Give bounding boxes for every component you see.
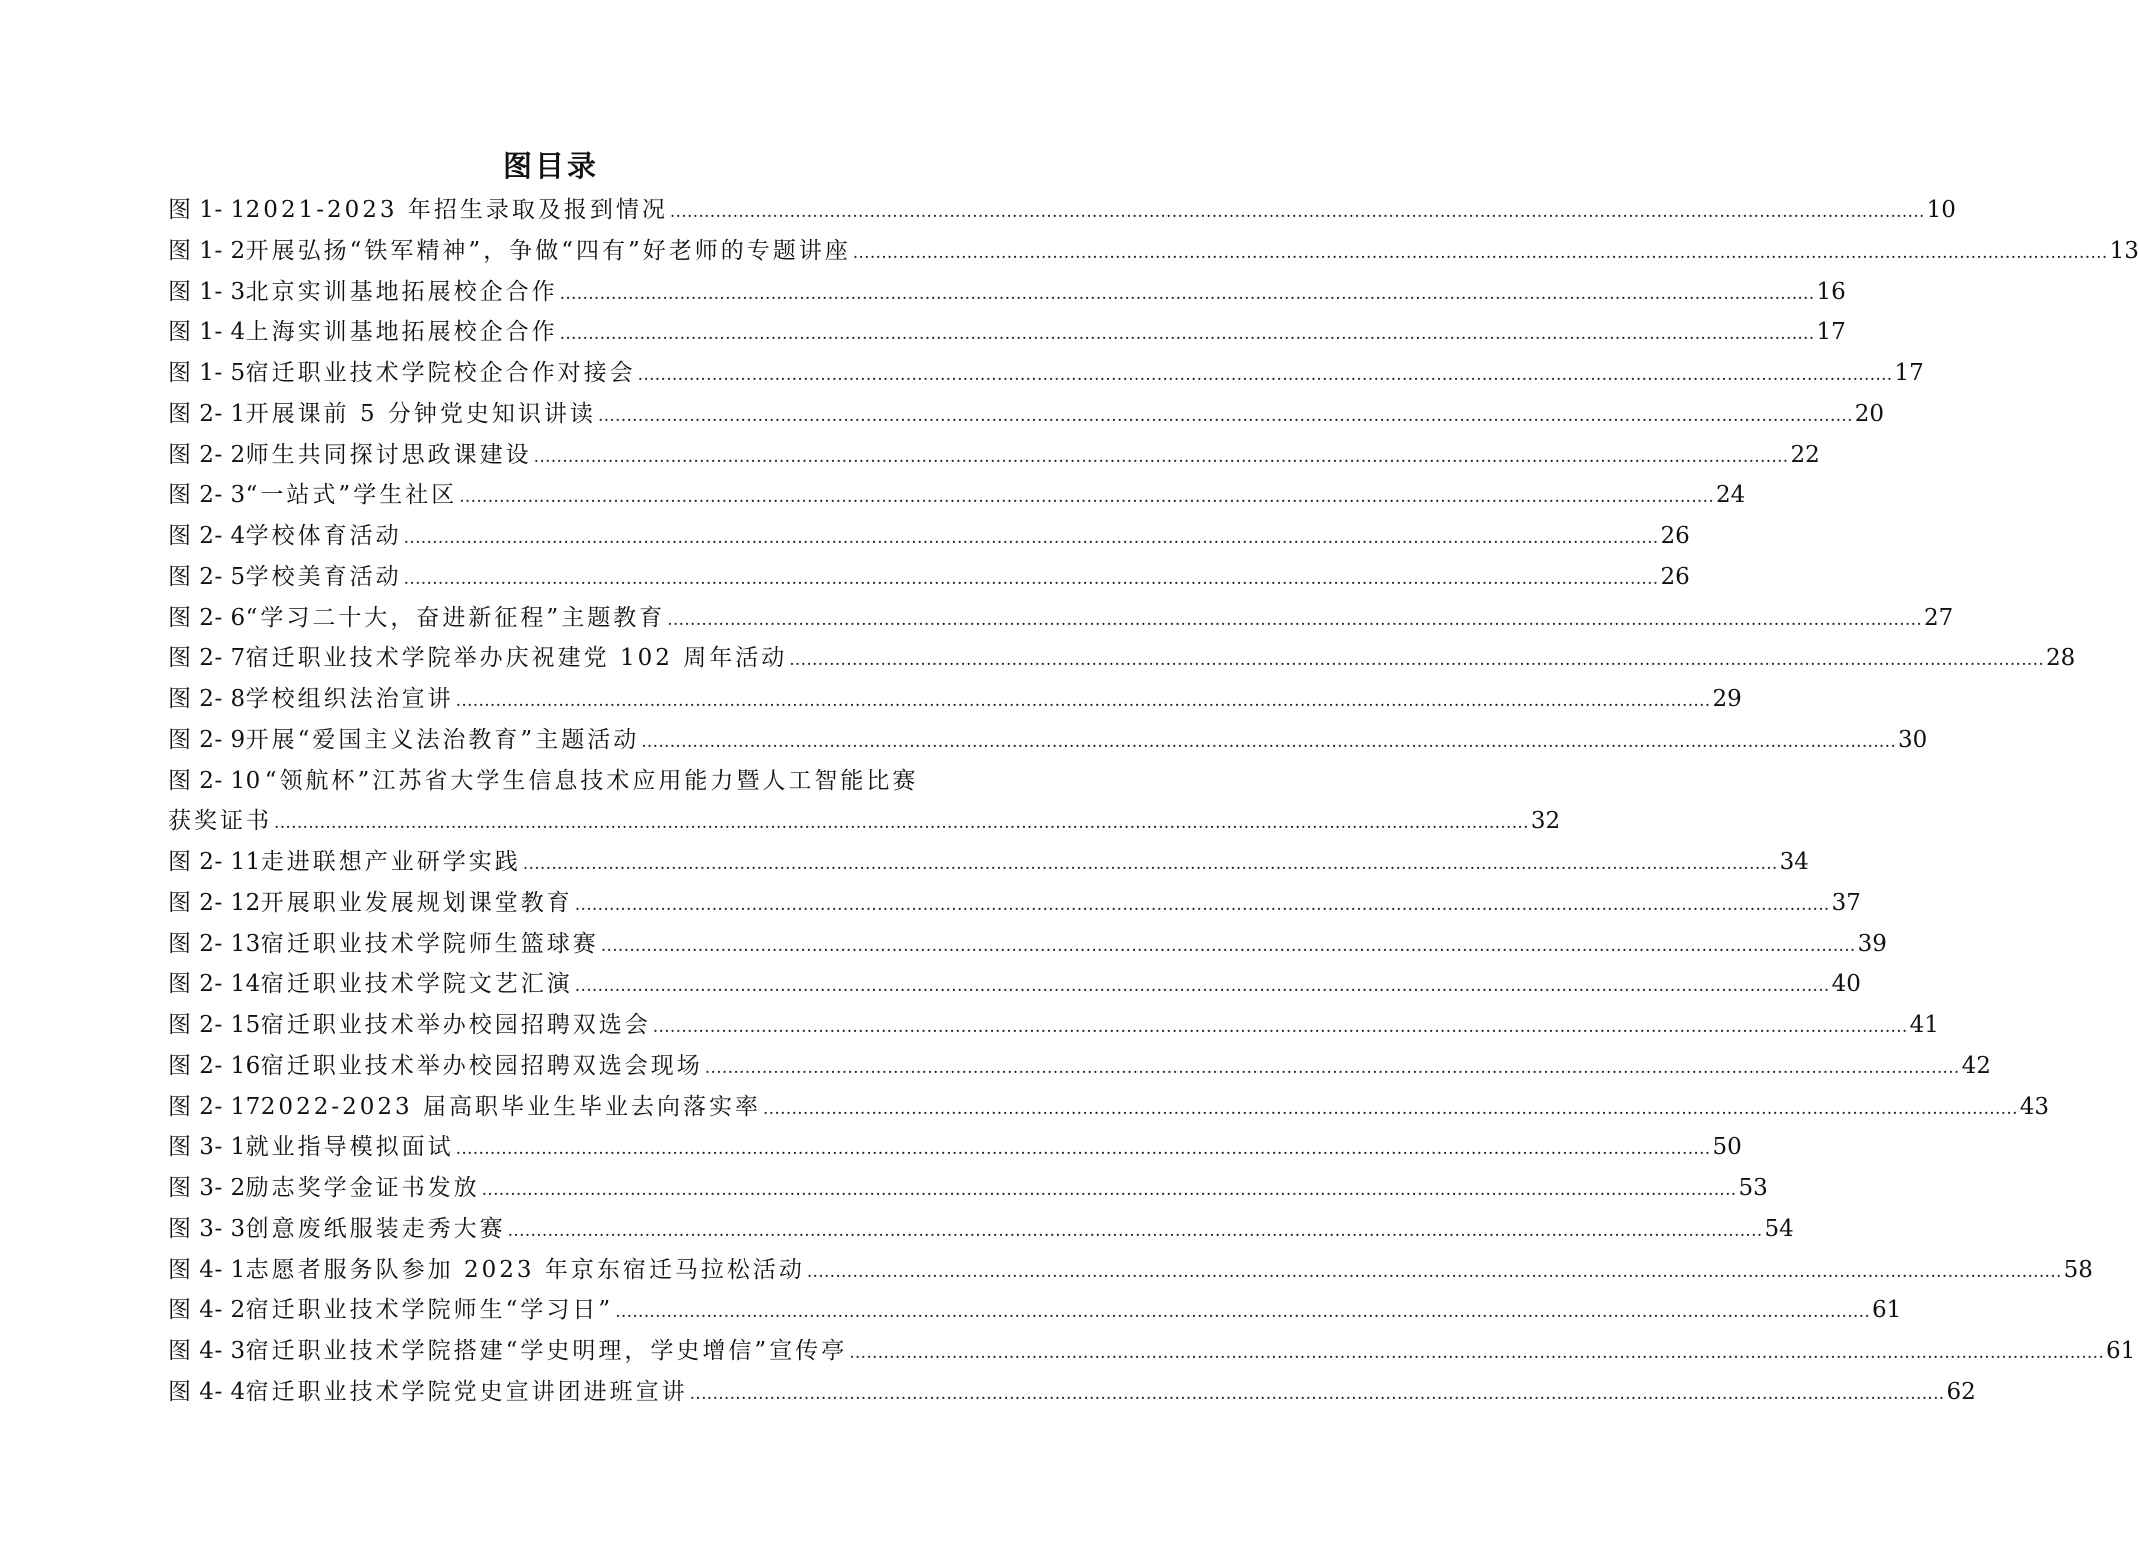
- dot-leader: ............................................................................................................................................................................................................................: [762, 1098, 2018, 1119]
- dot-leader: ............................................................................................................................................................................................................................: [481, 1180, 1737, 1200]
- figure-number: 图 4- 1: [168, 1256, 246, 1283]
- toc-entry[interactable]: [168, 190, 1956, 231]
- toc-entry[interactable]: [168, 1046, 1991, 1087]
- dot-leader: ............................................................................................................................................................................................................................: [274, 813, 1529, 834]
- figure-title: 励志奖学金证书发放: [245, 1175, 480, 1201]
- dot-leader: ............................................................................................................................................................................................................................: [597, 405, 1853, 426]
- figure-number: 图 2- 6: [168, 604, 246, 631]
- figure-title: “领航杯”江苏省大学生信息技术应用能力暨人工智能比赛: [264, 767, 919, 794]
- toc-entry[interactable]: [168, 1209, 1794, 1250]
- figure-title: 创意废纸服装走秀大赛: [245, 1215, 506, 1242]
- toc-entry[interactable]: [168, 842, 1809, 883]
- page-number: 28: [2046, 645, 2076, 672]
- figure-list: [168, 190, 2139, 1413]
- figure-title: 开展“爱国主义法治教育”主题活动: [245, 726, 640, 753]
- figure-title: 志愿者服务队参加 2023 年京东宿迁马拉松活动: [245, 1256, 805, 1283]
- toc-entry[interactable]: [168, 1331, 2136, 1372]
- toc-entry[interactable]: [168, 312, 1846, 353]
- figure-title: 学校体育活动: [245, 523, 402, 549]
- toc-entry[interactable]: [168, 1005, 1939, 1046]
- figure-number: 图 4- 4: [168, 1378, 246, 1405]
- page-number: 43: [2019, 1093, 2050, 1120]
- figure-number: 图 2- 16: [168, 1052, 261, 1079]
- figure-number: 图 2- 1: [168, 400, 246, 427]
- page-number: 62: [1946, 1378, 1976, 1405]
- figure-number: 图 1- 5: [168, 360, 246, 386]
- toc-entry[interactable]: [168, 638, 2076, 679]
- figure-title: 宿迁职业技术学院文艺汇演: [260, 971, 573, 998]
- figure-title: 2021-2023 年招生录取及报到情况: [245, 197, 668, 223]
- toc-entry[interactable]: [168, 516, 1690, 557]
- figure-number: 图 2- 15: [168, 1012, 261, 1038]
- dot-leader: ............................................................................................................................................................................................................................: [667, 609, 1923, 630]
- page-number: 16: [1816, 278, 1846, 305]
- figure-title-continued: 获奖证书: [168, 808, 272, 835]
- toc-entry[interactable]: [168, 1168, 1768, 1209]
- page-number: 40: [1831, 971, 1861, 998]
- toc-entry[interactable]: [168, 557, 1690, 598]
- toc-entry[interactable]: [168, 924, 1887, 965]
- dot-leader: ............................................................................................................................................................................................................................: [559, 324, 1815, 345]
- page-number: 29: [1712, 686, 1742, 712]
- figure-number: 图 2- 7: [168, 645, 246, 672]
- page-number: 42: [1961, 1052, 1991, 1079]
- page-number: 17: [1816, 319, 1846, 346]
- toc-entry[interactable]: [168, 883, 1861, 924]
- page-number: 50: [1712, 1134, 1742, 1161]
- toc-entry[interactable]: [168, 720, 1928, 761]
- page-number: 61: [1872, 1297, 1902, 1324]
- figure-title: 宿迁职业技术学院举办庆祝建党 102 周年活动: [245, 645, 788, 672]
- dot-leader: ............................................................................................................................................................................................................................: [522, 854, 1778, 874]
- page-number: 22: [1790, 441, 1820, 468]
- page-number: 17: [1894, 360, 1924, 386]
- figure-title: 上海实训基地拓展校企合作: [245, 319, 558, 346]
- figure-title: 学校美育活动: [245, 563, 402, 590]
- page-number: 24: [1716, 482, 1746, 509]
- page-number: 32: [1530, 808, 1561, 835]
- figure-number: 图 2- 5: [168, 563, 246, 590]
- toc-entry[interactable]: [168, 272, 1846, 313]
- dot-leader: ............................................................................................................................................................................................................................: [637, 365, 1893, 385]
- page-number: 54: [1764, 1215, 1794, 1242]
- figure-number: 图 2- 4: [168, 523, 246, 549]
- dot-leader: ............................................................................................................................................................................................................................: [403, 528, 1659, 548]
- dot-leader: ............................................................................................................................................................................................................................: [533, 446, 1789, 467]
- toc-entry[interactable]: [168, 598, 1954, 639]
- toc-entry[interactable]: [168, 964, 1861, 1005]
- figure-number: 图 3- 1: [168, 1134, 246, 1161]
- toc-entry[interactable]: [168, 1290, 1902, 1331]
- toc-entry[interactable]: [168, 394, 1885, 435]
- toc-entry[interactable]: [168, 231, 2139, 272]
- toc-entry[interactable]: [168, 801, 1561, 842]
- figure-title: 2022-2023 届高职毕业生毕业去向落实率: [260, 1093, 761, 1120]
- figure-title: 宿迁职业技术举办校园招聘双选会现场: [260, 1052, 703, 1079]
- page-number: 10: [1926, 197, 1956, 223]
- toc-entry[interactable]: [168, 1250, 2093, 1291]
- dot-leader: ............................................................................................................................................................................................................................: [559, 283, 1815, 304]
- dot-leader: ............................................................................................................................................................................................................................: [600, 935, 1856, 956]
- figure-number: 图 4- 3: [168, 1338, 246, 1364]
- dot-leader: ............................................................................................................................................................................................................................: [507, 1220, 1763, 1241]
- page-number: 53: [1738, 1175, 1768, 1201]
- page-number: 58: [2063, 1256, 2093, 1283]
- dot-leader: ............................................................................................................................................................................................................................: [806, 1261, 2062, 1282]
- dot-leader: ............................................................................................................................................................................................................................: [789, 650, 2045, 671]
- figure-number: 图 2- 2: [168, 441, 246, 468]
- figure-number: 图 1- 2: [168, 237, 246, 264]
- toc-entry[interactable]: [168, 435, 1820, 476]
- figure-number: 图 2- 9: [168, 726, 246, 753]
- page-number: 39: [1857, 930, 1887, 957]
- dot-leader: ............................................................................................................................................................................................................................: [574, 894, 1830, 915]
- figure-number: 图 4- 2: [168, 1297, 246, 1324]
- page-number: 37: [1831, 889, 1861, 916]
- page-number: 61: [2106, 1338, 2136, 1364]
- dot-leader: ............................................................................................................................................................................................................................: [669, 202, 1925, 222]
- dot-leader: ............................................................................................................................................................................................................................: [403, 568, 1659, 589]
- figure-title: 学校组织法治宣讲: [245, 686, 454, 712]
- figure-title: 开展弘扬“铁军精神”，争做“四有”好老师的专题讲座: [245, 237, 851, 264]
- figure-title: 开展职业发展规划课堂教育: [260, 889, 573, 916]
- toc-entry[interactable]: [168, 475, 1746, 516]
- figure-number: 图 2- 8: [168, 686, 246, 712]
- figure-title: 宿迁职业技术学院搭建“学史明理，学史增信”宣传亭: [245, 1338, 848, 1364]
- page-number: 30: [1898, 726, 1928, 753]
- page-number: 34: [1779, 849, 1809, 875]
- figure-number: 图 2- 13: [168, 930, 261, 957]
- page-number: 26: [1660, 523, 1690, 549]
- toc-entry[interactable]: [168, 1087, 2050, 1128]
- figure-title: 北京实训基地拓展校企合作: [245, 278, 558, 305]
- figure-title: 开展课前 5 分钟党史知识讲读: [245, 400, 596, 427]
- page-number: 13: [2109, 237, 2139, 264]
- figure-title: 宿迁职业技术学院师生“学习日”: [245, 1297, 614, 1324]
- figure-number: 图 3- 3: [168, 1215, 246, 1242]
- figure-title: 师生共同探讨思政课建设: [245, 441, 532, 468]
- dot-leader: ............................................................................................................................................................................................................................: [689, 1383, 1945, 1404]
- figure-number: 图 2- 14: [168, 971, 261, 998]
- page-number: 41: [1909, 1012, 1939, 1038]
- dot-leader: ............................................................................................................................................................................................................................: [641, 731, 1897, 752]
- figure-title: 宿迁职业技术学院师生篮球赛: [260, 930, 599, 957]
- figure-title: 宿迁职业技术学院党史宣讲团进班宣讲: [245, 1378, 688, 1405]
- figure-number: 图 1- 1: [168, 197, 246, 223]
- figure-title: 宿迁职业技术举办校园招聘双选会: [260, 1012, 651, 1038]
- figure-title: “一站式”学生社区: [245, 482, 458, 509]
- dot-leader: ............................................................................................................................................................................................................................: [455, 1139, 1711, 1160]
- figure-title: 走进联想产业研学实践: [260, 849, 521, 875]
- page-number: 27: [1924, 604, 1954, 631]
- dot-leader: ............................................................................................................................................................................................................................: [574, 976, 1830, 997]
- figure-number: 图 2- 12: [168, 889, 261, 916]
- dot-leader: ............................................................................................................................................................................................................................: [615, 1302, 1871, 1323]
- figure-title: “学习二十大，奋进新征程”主题教育: [245, 604, 666, 631]
- dot-leader: ............................................................................................................................................................................................................................: [849, 1343, 2105, 1363]
- figure-number: 图 2- 3: [168, 482, 246, 509]
- dot-leader: ............................................................................................................................................................................................................................: [852, 242, 2108, 263]
- figure-number: 图 2- 11: [168, 849, 261, 875]
- toc-entry[interactable]: [168, 679, 1742, 720]
- dot-leader: ............................................................................................................................................................................................................................: [459, 487, 1715, 508]
- figure-title: 宿迁职业技术学院校企合作对接会: [245, 360, 636, 386]
- dot-leader: ............................................................................................................................................................................................................................: [704, 1057, 1960, 1078]
- figure-number: 图 1- 4: [168, 319, 246, 346]
- figure-number: 图 2- 10: [168, 767, 261, 794]
- toc-entry[interactable]: [168, 1372, 1976, 1413]
- figure-number: 图 2- 17: [168, 1093, 261, 1120]
- toc-entry[interactable]: [168, 1127, 1742, 1168]
- page-title: 图目录: [502, 149, 599, 183]
- page-number: 20: [1854, 400, 1885, 427]
- figure-number: 图 1- 3: [168, 278, 246, 305]
- dot-leader: ............................................................................................................................................................................................................................: [455, 691, 1711, 711]
- figure-title: 就业指导模拟面试: [245, 1134, 454, 1161]
- figure-number: 图 3- 2: [168, 1175, 246, 1201]
- page-number: 26: [1660, 563, 1690, 590]
- toc-entry-line1[interactable]: [168, 761, 936, 802]
- toc-entry[interactable]: [168, 353, 1924, 394]
- dot-leader: ............................................................................................................................................................................................................................: [652, 1017, 1908, 1037]
